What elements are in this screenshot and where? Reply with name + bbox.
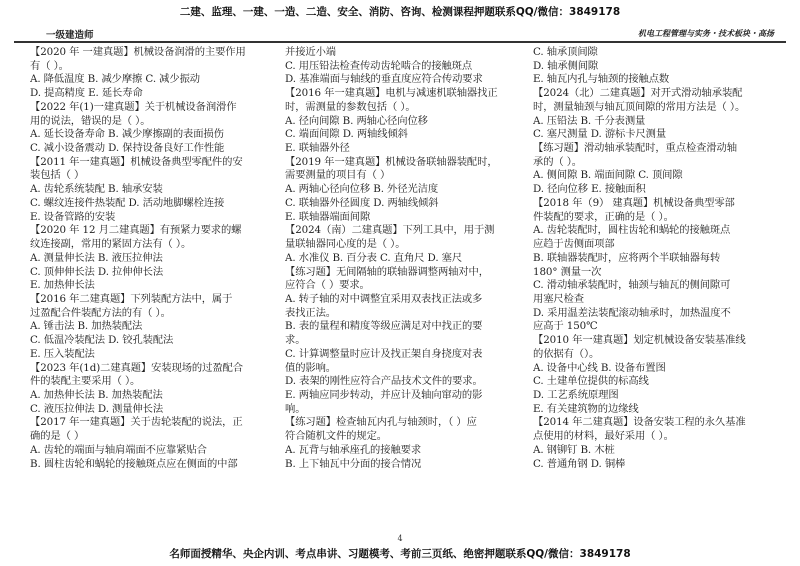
text-line: 【2022 年(1)一建真题】关于机械设备润滑作 — [30, 100, 237, 113]
text-line: 【2016 年一建真题】电机与减速机联轴器找正 — [285, 87, 498, 100]
document-content — [30, 46, 782, 528]
text-line: 求。 — [285, 334, 306, 347]
header-left-title: 一级建造师 — [46, 30, 94, 41]
header-right-title: 机电工程管理与实务・技术板块・高扬 — [638, 28, 774, 38]
text-line: B. 圆柱齿轮和蜗轮的接触斑点应在侧面的中部 — [30, 457, 238, 470]
text-line: A. 设备中心线 B. 设备布置图 — [533, 361, 666, 374]
text-line: E. 加热伸长法 — [30, 279, 95, 292]
text-line: 符合随机文件的规定。 — [285, 430, 387, 443]
page-header — [14, 27, 786, 43]
text-line: 应符合（ ）要求。 — [285, 279, 370, 292]
text-line: C. 螺纹连接件热装配 D. 活动地脚螺栓连接 — [30, 196, 225, 209]
text-line: A. 径向间隙 B. 两轴心径向位移 — [285, 114, 428, 127]
text-line: 【2018 年（9） 建真题】机械设备典型零部 — [533, 196, 735, 209]
text-line: 量联轴器同心度的是（ ）。 — [285, 238, 406, 251]
text-line: 【2023 年(1d)二建真题】安装现场的过盈配合 — [30, 361, 243, 374]
text-line: 【练习题】检查轴瓦内孔与轴颈时，（ ）应 — [285, 416, 477, 429]
text-line: A. 测量伸长法 B. 液压拉伸法 — [30, 251, 163, 264]
text-line: C. 计算调整量时应计及找正架自身挠度对表 — [285, 347, 483, 360]
text-line: D. 径向位移 E. 接触面积 — [533, 183, 646, 196]
text-line: 响。 — [285, 402, 306, 415]
column-right — [533, 46, 782, 528]
text-line: A. 侧间隙 B. 端面间隙 C. 顶间隙 — [533, 169, 683, 182]
text-line: D. 提高精度 E. 延长寿命 — [30, 87, 143, 100]
text-line: A. 转子轴的对中调整宜采用双表找正法或多 — [285, 292, 483, 305]
text-line: 的依据有（）。 — [533, 347, 600, 360]
text-line: 件装配的要求，正确的是（ ）。 — [533, 210, 674, 223]
text-line: C. 土建单位提供的标高线 — [533, 375, 649, 388]
text-line: A. 降低温度 B. 减少摩擦 C. 减少振动 — [30, 73, 200, 86]
text-line: C. 顶伸伸长法 D. 拉伸伸长法 — [30, 265, 164, 278]
text-line: 需要测量的项目有（ ） — [285, 169, 391, 182]
text-line: 【2019 年一建真题】机械设备联轴器装配时， — [285, 155, 498, 168]
text-line: B. 联轴器装配时，应将两个半联轴器每转 — [533, 251, 721, 264]
text-line: C. 端面间隙 D. 两轴线倾斜 — [285, 128, 408, 141]
text-line: E. 联轴器端面间隙 — [285, 210, 371, 223]
text-line: 应趋于齿侧面项部 — [533, 238, 615, 251]
text-line: 用的说法，错误的是（ ）。 — [30, 114, 151, 127]
text-line: 【2011 年一建真题】机械设备典型零配件的安 — [30, 155, 243, 168]
text-line: D. 工艺系统原理图 — [533, 388, 619, 401]
text-line: A. 瓦背与轴承座孔的接触要求 — [285, 443, 422, 456]
text-line: B. 上下轴瓦中分面的接合情况 — [285, 457, 422, 470]
text-line: 件的装配主要采用（ ）。 — [30, 375, 141, 388]
text-line: 表找正法。 — [285, 306, 336, 319]
text-line: D. 轴承侧间隙 — [533, 59, 599, 72]
text-line: C. 塞尺测量 D. 游标卡尺测量 — [533, 128, 667, 141]
text-line: E. 有关建筑物的边缘线 — [533, 402, 639, 415]
text-line: A. 两轴心径向位移 B. 外径光洁度 — [285, 183, 439, 196]
text-line: 【2024（南）二建真题】下列工具中，用于测 — [285, 224, 495, 237]
text-line: 并接近小端 — [285, 46, 336, 58]
text-line: C. 低温冷装配法 D. 铰孔装配法 — [30, 334, 174, 347]
bottom-banner: 名师面授精华、央企内训、考点串讲、习题模考、考前三页纸、绝密押题联系QQ/微信：3849178 — [169, 548, 631, 560]
text-line: 【2014 年二建真题】设备安装工程的永久基准 — [533, 416, 746, 429]
text-line: A. 压铅法 B. 千分表测量 — [533, 114, 646, 127]
text-line: C. 普通角钢 D. 铜棒 — [533, 457, 626, 470]
text-line: 【2024（北）二建真题】对开式滑动轴承装配 — [533, 87, 743, 100]
text-line: A. 齿轮装配时，圆柱齿轮和蜗轮的接触斑点 — [533, 224, 731, 237]
text-line: E. 设备管路的安装 — [30, 210, 116, 223]
text-line: A. 齿轮的端面与轴肩端面不应靠紧贴合 — [30, 443, 207, 456]
page-number: 4 — [397, 534, 403, 543]
text-line: 【2010 年一建真题】划定机械设备安装基准线 — [533, 334, 746, 347]
text-line: B. 表的量程和精度等级应满足对中找正的要 — [285, 320, 483, 333]
text-line: 值的影响。 — [285, 361, 336, 374]
text-line: A. 齿轮系统装配 B. 轴承安装 — [30, 183, 163, 196]
text-line: E. 联轴器外径 — [285, 142, 350, 155]
text-line: 有（ ）。 — [30, 59, 69, 72]
text-line: C. 滑动轴承装配时，轴颈与轴瓦的侧间隙可 — [533, 279, 731, 292]
text-line: 时，测量轴颈与轴瓦顶间隙的常用方法是（ ）。 — [533, 100, 746, 113]
text-line: C. 液压拉伸法 D. 测量伸长法 — [30, 402, 164, 415]
text-line: 确的是（ ） — [30, 430, 85, 443]
text-line: 时，需测量的参数包括（ ）。 — [285, 100, 416, 113]
text-line: C. 轴承顶间隙 — [533, 46, 598, 58]
text-line: 应高于 150℃ — [533, 320, 598, 333]
text-line: 过盈配合件装配方法的有（ ）。 — [30, 306, 171, 319]
text-line: 点使用的材料，最好采用（ ）。 — [533, 430, 674, 443]
text-line: 180° 测量一次 — [533, 265, 602, 278]
text-line: 【2017 年一建真题】关于齿轮装配的说法，正 — [30, 416, 243, 429]
text-line: 【练习题】滑动轴承装配时，重点检查滑动轴 — [533, 142, 737, 155]
text-line: E. 两轴应同步转动，并应计及轴向窜动的影 — [285, 388, 483, 401]
text-line: 【2020 年 12 月二建真题】有预紧力要求的螺 — [30, 224, 242, 237]
text-line: D. 采用温差法装配滚动轴承时，加热温度不 — [533, 306, 731, 319]
text-line: 纹连接副，常用的紧固方法有（ ）。 — [30, 238, 192, 251]
text-line: 【2016 年二建真题】下列装配方法中，属于 — [30, 292, 233, 305]
text-line: 【练习题】无间隔轴的联轴器调整两轴对中， — [285, 265, 489, 278]
text-line: A. 锤击法 B. 加热装配法 — [30, 320, 143, 333]
text-line: D. 表架的刚性应符合产品技术文件的要求。 — [285, 375, 483, 388]
text-line: 【2020 年 一建真题】机械设备润滑的主要作用 — [30, 46, 246, 58]
text-line: A. 钢铆钉 B. 木桩 — [533, 443, 615, 456]
column-middle — [285, 46, 533, 528]
text-line: A. 延长设备寿命 B. 减少摩擦副的表面损伤 — [30, 128, 224, 141]
text-line: C. 减小设备震动 D. 保持设备良好工作性能 — [30, 142, 225, 155]
text-line: 用塞尺检查 — [533, 292, 584, 305]
text-line: A. 加热伸长法 B. 加热装配法 — [30, 388, 163, 401]
text-line: 承的（ ）。 — [533, 155, 583, 168]
text-line: D. 基准端面与轴线的垂直度应符合传动要求 — [285, 73, 483, 86]
top-banner: 二建、监理、一建、一造、二造、安全、消防、咨询、检测课程押题联系QQ/微信：3849178 — [179, 6, 621, 18]
text-line: E. 压入装配法 — [30, 347, 95, 360]
text-line: C. 用压铅法检查传动齿轮啮合的接触斑点 — [285, 59, 473, 72]
text-line: E. 轴瓦内孔与轴颈的接触点数 — [533, 73, 670, 86]
column-left — [30, 46, 282, 528]
text-line: 装包括（ ） — [30, 169, 85, 182]
text-line: A. 水准仪 B. 百分表 C. 直角尺 D. 塞尺 — [285, 251, 463, 264]
text-line: C. 联轴器外径圆度 D. 两轴线倾斜 — [285, 196, 439, 209]
